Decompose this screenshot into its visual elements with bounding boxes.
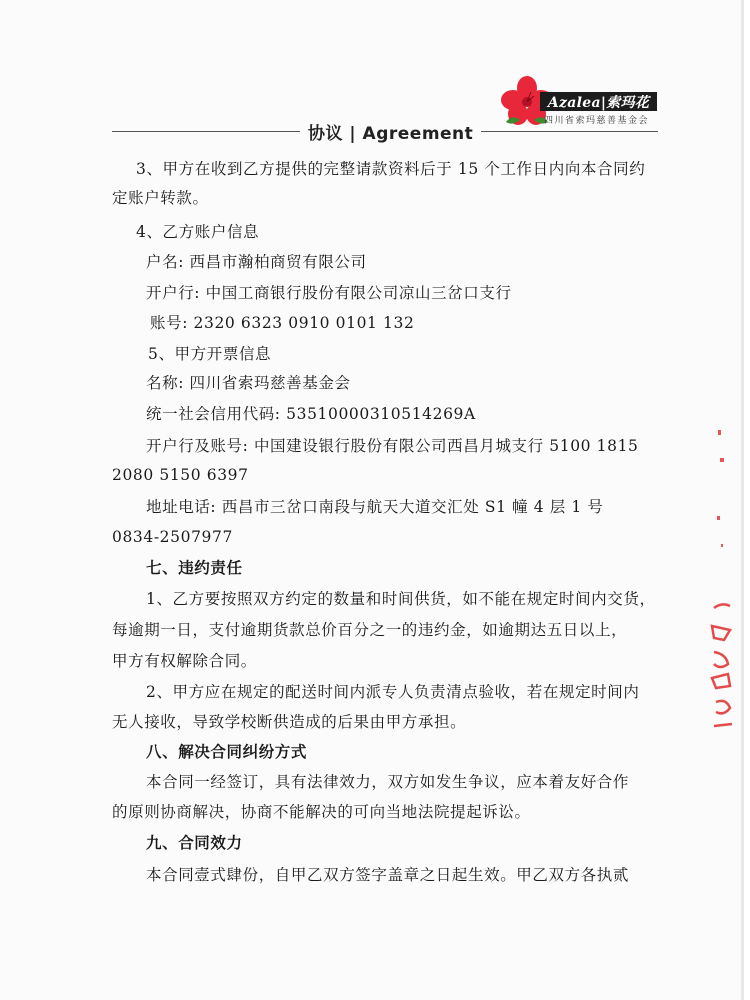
clause-4-title: 4、乙方账户信息	[136, 223, 260, 241]
logo-brand: Azalea|索玛花	[540, 92, 657, 111]
seal-stamp-edge	[700, 420, 750, 760]
credit-code: 统一社会信用代码: 53510000310514269A	[146, 405, 476, 423]
section-7-title: 七、违约责任	[146, 558, 243, 577]
clause-3-line-1: 3、甲方在收到乙方提供的完整请款资料后于 15 个工作日内向本合同约	[136, 160, 646, 178]
account-number: 账号: 2320 6323 0910 0101 132	[150, 314, 415, 332]
clause-3-line-2: 定账户转款。	[112, 189, 209, 207]
address-line-2: 0834-2507977	[112, 528, 233, 546]
bank-account-line-2: 2080 5150 6397	[112, 466, 249, 484]
section-7-p1-line-1: 1、乙方要按照双方约定的数量和时间供货，如不能在规定时间内交货，	[146, 590, 656, 608]
invoice-name: 名称: 四川省索玛慈善基金会	[146, 374, 351, 392]
page-title: 协议 | Agreement	[300, 119, 481, 144]
section-8-line-2: 的原则协商解决，协商不能解决的可向当地法院提起诉讼。	[112, 803, 531, 821]
clause-5-title: 5、甲方开票信息	[148, 345, 272, 363]
address-line-1: 地址电话: 西昌市三岔口南段与航天大道交汇处 S1 幢 4 层 1 号	[146, 498, 604, 516]
section-7-p1-line-2: 每逾期一日，支付逾期货款总价百分之一的违约金，如逾期达五日以上，	[112, 621, 628, 639]
section-7-p1-line-3: 甲方有权解除合同。	[112, 652, 257, 670]
section-9-line-1: 本合同壹式肆份，自甲乙双方签字盖章之日起生效。甲乙双方各执贰	[146, 866, 630, 884]
section-7-p2-line-1: 2、甲方应在规定的配送时间内派专人负责清点验收，若在规定时间内	[146, 683, 640, 701]
section-7-p2-line-2: 无人接收，导致学校断供造成的后果由甲方承担。	[112, 713, 467, 731]
section-8-title: 八、解决合同纠纷方式	[146, 742, 308, 761]
logo-org-name: 四川省索玛慈善基金会	[544, 116, 650, 126]
section-9-title: 九、合同效力	[146, 833, 243, 852]
account-bank: 开户行: 中国工商银行股份有限公司凉山三岔口支行	[146, 284, 512, 302]
account-name: 户名: 西昌市瀚柏商贸有限公司	[146, 253, 367, 271]
section-8-line-1: 本合同一经签订，具有法律效力，双方如发生争议，应本着友好合作	[146, 773, 630, 791]
document-header	[0, 0, 750, 150]
bank-account-line-1: 开户行及账号: 中国建设银行股份有限公司西昌月城支行 5100 1815	[146, 437, 639, 455]
